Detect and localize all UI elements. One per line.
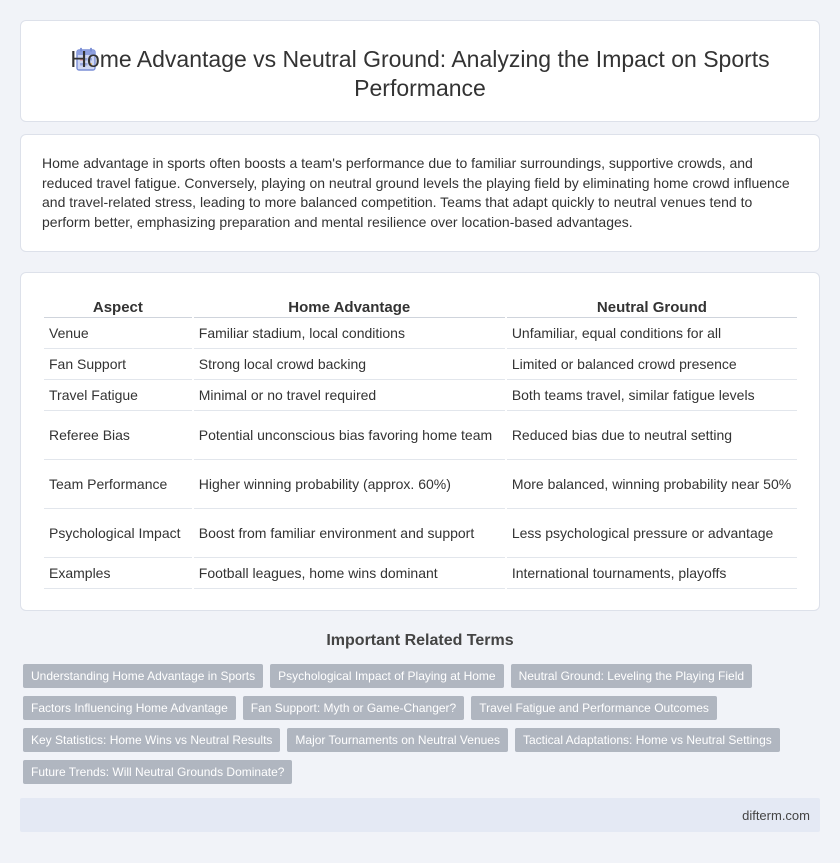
related-term-tag[interactable]: Travel Fatigue and Performance Outcomes xyxy=(471,696,717,720)
table-cell-neutral: Both teams travel, similar fatigue levels xyxy=(507,380,797,411)
comparison-table-card xyxy=(20,272,820,611)
footer-site-name[interactable]: difterm.com xyxy=(742,808,810,823)
table-cell-home: Higher winning probability (approx. 60%) xyxy=(194,460,505,509)
table-row xyxy=(44,380,797,411)
table-cell-home: Potential unconscious bias favoring home team xyxy=(194,411,505,460)
table-row xyxy=(44,411,797,460)
table-cell-neutral: Reduced bias due to neutral setting xyxy=(507,411,797,460)
table-cell-home: Familiar stadium, local conditions xyxy=(194,318,505,349)
table-cell-aspect: Examples xyxy=(44,558,192,589)
table-header-row xyxy=(44,295,797,318)
table-cell-aspect: Fan Support xyxy=(44,349,192,380)
table-cell-home: Minimal or no travel required xyxy=(194,380,505,411)
related-term-tag[interactable]: Major Tournaments on Neutral Venues xyxy=(287,728,508,752)
column-header-aspect: Aspect xyxy=(44,295,192,318)
table-cell-aspect: Team Performance xyxy=(44,460,192,509)
table-row xyxy=(44,349,797,380)
related-term-tag[interactable]: Neutral Ground: Leveling the Playing Field xyxy=(511,664,752,688)
related-term-tag[interactable]: Fan Support: Myth or Game-Changer? xyxy=(243,696,464,720)
related-terms-title: Important Related Terms xyxy=(326,632,514,649)
related-terms-list xyxy=(23,664,823,792)
table-cell-aspect: Travel Fatigue xyxy=(44,380,192,411)
page-title: Home Advantage vs Neutral Ground: Analyzing the Impact on Sports Performance xyxy=(70,46,770,101)
table-cell-aspect: Venue xyxy=(44,318,192,349)
table-cell-home: Strong local crowd backing xyxy=(194,349,505,380)
table-cell-neutral: Less psychological pressure or advantage xyxy=(507,509,797,558)
table-cell-neutral: Limited or balanced crowd presence xyxy=(507,349,797,380)
column-header-home-advantage: Home Advantage xyxy=(194,295,505,318)
related-term-tag[interactable]: Future Trends: Will Neutral Grounds Dominate? xyxy=(23,760,292,784)
table-cell-aspect: Referee Bias xyxy=(44,411,192,460)
related-term-tag[interactable]: Psychological Impact of Playing at Home xyxy=(270,664,503,688)
comparison-table xyxy=(42,295,799,589)
table-row xyxy=(44,509,797,558)
table-row xyxy=(44,318,797,349)
table-cell-neutral: More balanced, winning probability near 50% xyxy=(507,460,797,509)
table-cell-neutral: International tournaments, playoffs xyxy=(507,558,797,589)
column-header-neutral-ground: Neutral Ground xyxy=(507,295,797,318)
intro-card xyxy=(20,134,820,252)
table-cell-aspect: Psychological Impact xyxy=(44,509,192,558)
table-cell-home: Football leagues, home wins dominant xyxy=(194,558,505,589)
related-term-tag[interactable]: Tactical Adaptations: Home vs Neutral Settings xyxy=(515,728,780,752)
related-term-tag[interactable]: Key Statistics: Home Wins vs Neutral Results xyxy=(23,728,280,752)
related-term-tag[interactable]: Understanding Home Advantage in Sports xyxy=(23,664,263,688)
related-term-tag[interactable]: Factors Influencing Home Advantage xyxy=(23,696,236,720)
table-row xyxy=(44,558,797,589)
intro-paragraph: Home advantage in sports often boosts a team's performance due to familiar surroundings, supportive crowds, and reduced travel fatigue. Conversely, playing on neutral ground levels the playing field by eliminating home crowd influence and travel-related stress, leading to more balanced competition. Teams that adapt quickly to neutral venues tend to perform better, emphasizing preparation and mental resilience over location-based advantages. xyxy=(42,155,790,230)
footer xyxy=(20,798,820,832)
table-row xyxy=(44,460,797,509)
header-card xyxy=(20,20,820,122)
table-cell-home: Boost from familiar environment and support xyxy=(194,509,505,558)
table-cell-neutral: Unfamiliar, equal conditions for all xyxy=(507,318,797,349)
